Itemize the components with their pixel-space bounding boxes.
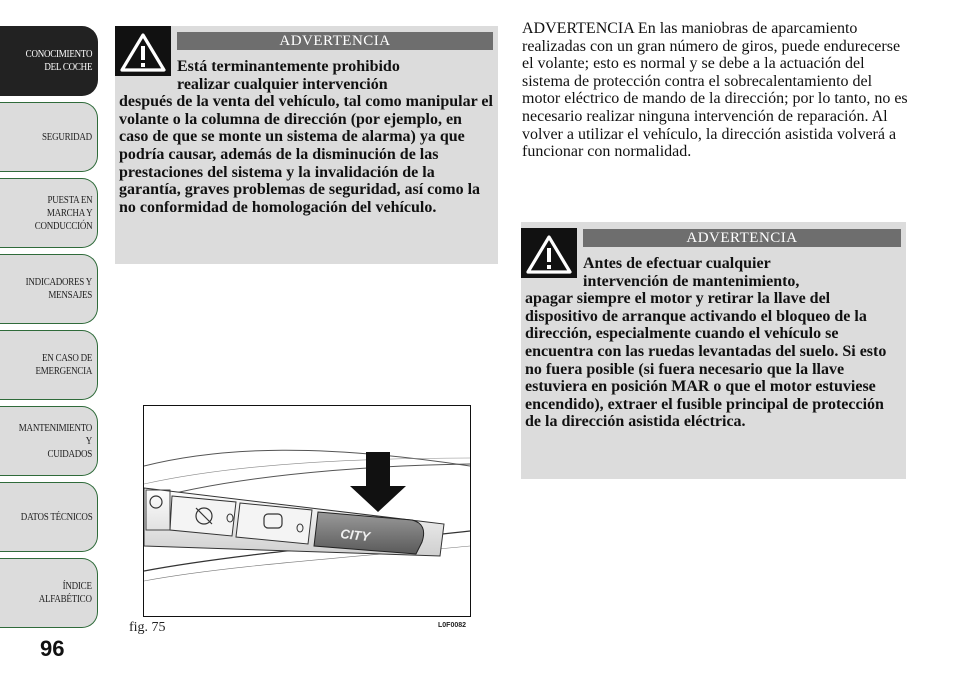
tab-label: ÍNDICE ALFABÉTICO bbox=[39, 580, 93, 605]
figure-dashboard-buttons bbox=[143, 405, 471, 617]
tab-label: CONOCIMIENTO DEL COCHE bbox=[25, 48, 93, 73]
tab-datos-tecnicos[interactable] bbox=[0, 482, 98, 552]
figure-caption: fig. 75 bbox=[129, 620, 166, 635]
tab-en-caso-de-emergencia[interactable] bbox=[0, 330, 98, 400]
tab-indicadores-y-mensajes[interactable] bbox=[0, 254, 98, 324]
city-button-label: CITY bbox=[339, 526, 371, 545]
tab-label: MANTENIMIENTO Y CUIDADOS bbox=[18, 421, 93, 460]
down-arrow-icon bbox=[350, 452, 406, 512]
tab-seguridad[interactable] bbox=[0, 102, 98, 172]
button-2-icon bbox=[170, 496, 236, 536]
warning-box bbox=[115, 26, 498, 264]
body-paragraph: ADVERTENCIA En las maniobras de aparcamiento realizadas con un gran número de giros, puede endurecerse el volante; esto es normal y se debe a la actuación del sistema de protección contra el sobrecalentamiento del motor eléctrico de mando de la dirección; por lo tanto, no es necesario realizar ninguna intervención de reparación. Al volver a utilizar el vehículo, la dirección asistida volverá a funcionar con normalidad. bbox=[522, 20, 908, 161]
tab-puesta-en-marcha[interactable] bbox=[0, 178, 98, 248]
warning-box bbox=[521, 222, 906, 479]
tab-label: PUESTA EN MARCHA Y CONDUCCIÓN bbox=[34, 193, 93, 232]
tab-label: INDICADORES Y MENSAJES bbox=[25, 276, 93, 301]
tab-conocimiento-del-coche[interactable] bbox=[0, 26, 98, 96]
tab-label: SEGURIDAD bbox=[42, 130, 93, 143]
warning-line: intervención de mantenimiento, bbox=[583, 272, 800, 290]
page-number: 96 bbox=[40, 636, 65, 661]
warning-text bbox=[119, 58, 495, 216]
tab-label: EN CASO DE EMERGENCIA bbox=[35, 352, 93, 377]
button-3-icon bbox=[236, 503, 312, 544]
tab-label: DATOS TÉCNICOS bbox=[20, 510, 93, 523]
figure-code: L0F0082 bbox=[438, 622, 467, 629]
warning-body: después de la venta del vehículo, tal como manipular el volante o la columna de dirección (por ejemplo, en caso de que se monte un sistema de alarma) ya que podría causar, además de la disminución de las prestaciones del sistema y la invalidación de la garantía, graves problemas de seguridad, así como la no conformidad de homologación del vehículo. bbox=[119, 93, 493, 216]
city-button bbox=[314, 512, 424, 554]
warning-line: realizar cualquier intervención bbox=[177, 75, 388, 93]
warning-heading: ADVERTENCIA bbox=[177, 32, 493, 50]
tab-mantenimiento-y-cuidados[interactable] bbox=[0, 406, 98, 476]
warning-line: Está terminantemente prohibido bbox=[177, 58, 400, 75]
warning-text bbox=[525, 255, 903, 431]
warning-body: apagar siempre el motor y retirar la llave del dispositivo de arranque activando el bloqueo de la dirección, especialmente cuando el vehículo se encuentra con las ruedas levantadas del suelo. Si esto no fuera posible (si fuera necesario que la llave estuviera en posición MAR o que el motor estuviese encendido), extraer el fusible principal de protección de la dirección asistida eléctrica. bbox=[525, 290, 887, 431]
warning-heading: ADVERTENCIA bbox=[583, 229, 901, 247]
warning-line: Antes de efectuar cualquier bbox=[583, 255, 771, 272]
tab-indice-alfabetico[interactable] bbox=[0, 558, 98, 628]
